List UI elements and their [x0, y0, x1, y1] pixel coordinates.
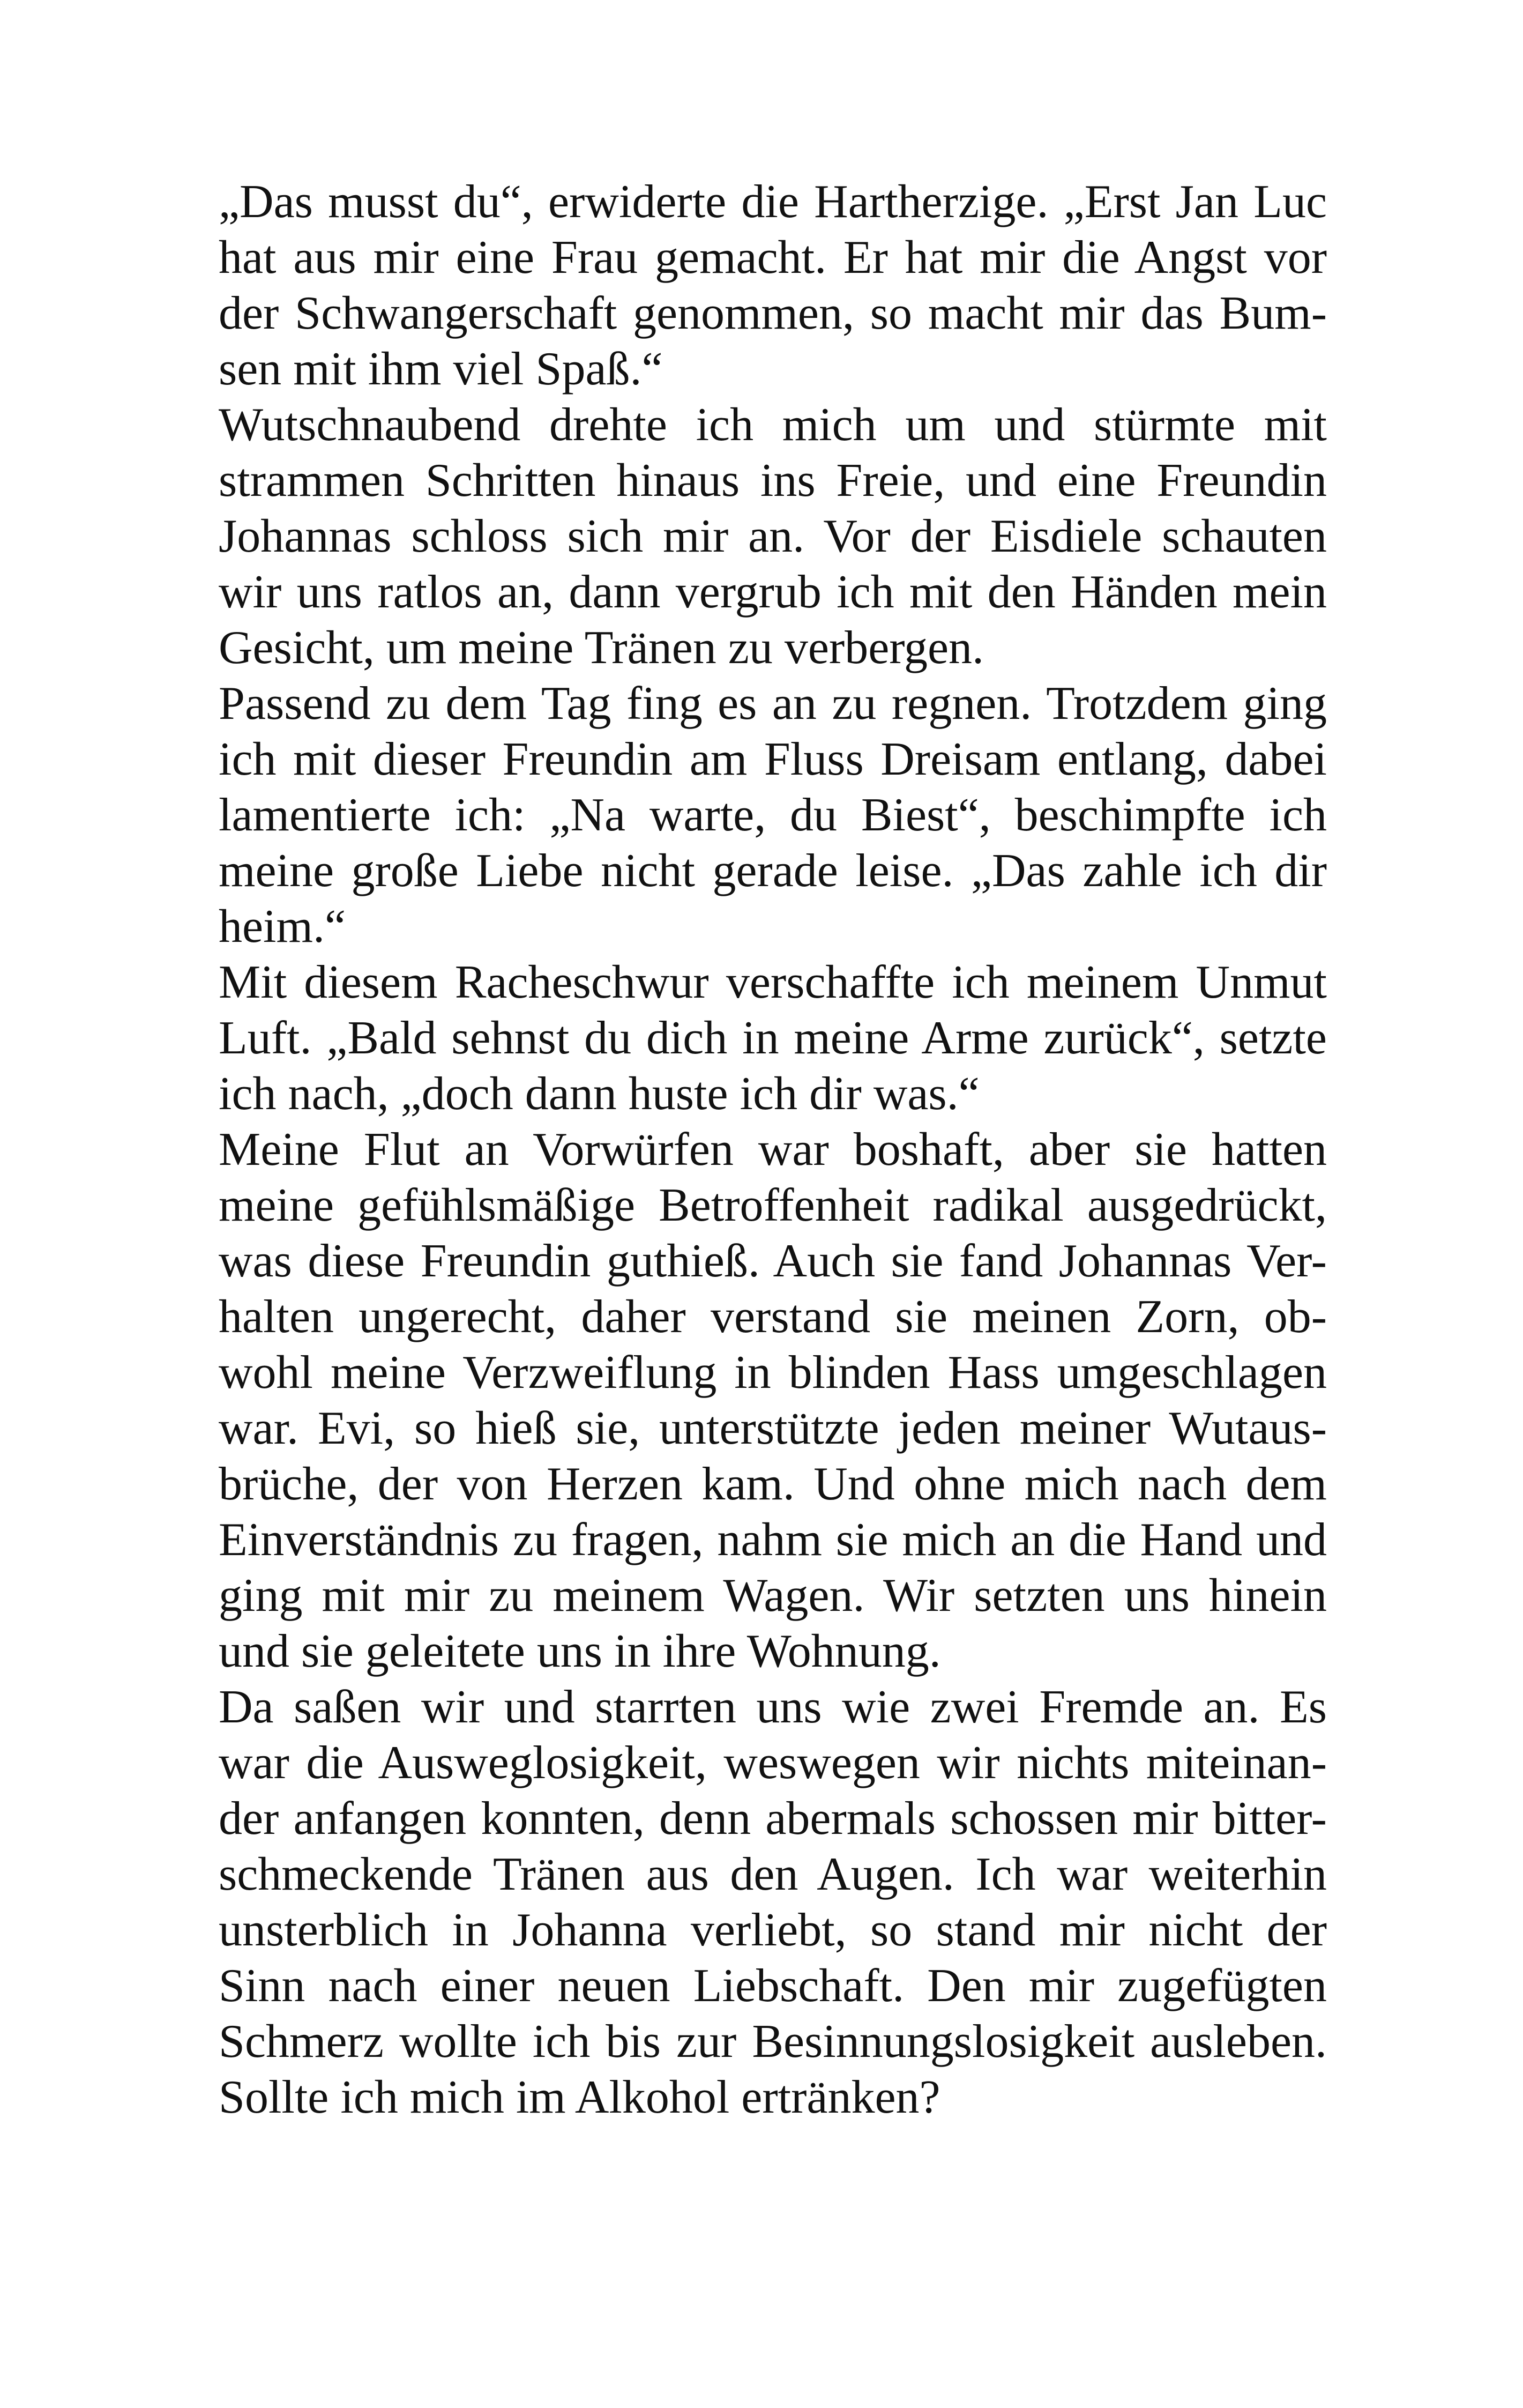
- text-line: „Das musst du“, erwiderte die Hartherzige. „Erst Jan Luc: [219, 176, 1327, 228]
- text-line: und sie geleitete uns in ihre Wohnung.: [219, 1625, 941, 1677]
- text-line: schmeckende Tränen aus den Augen. Ich war weiterhin: [219, 1848, 1327, 1900]
- text-line: was diese Freundin guthieß. Auch sie fand Johannas Ver-: [219, 1235, 1327, 1287]
- text-line: wohl meine Verzweiflung in blinden Hass umgeschlagen: [219, 1347, 1327, 1399]
- text-line: hat aus mir eine Frau gemacht. Er hat mir die Angst vor: [219, 232, 1327, 284]
- text-line: der Schwangerschaft genommen, so macht mir das Bum-: [219, 287, 1327, 339]
- text-line: Schmerz wollte ich bis zur Besinnungslosigkeit ausleben.: [219, 2016, 1327, 2068]
- text-line: ich nach, „doch dann huste ich dir was.“: [219, 1068, 980, 1120]
- text-line: Johannas schloss sich mir an. Vor der Eisdiele schauten: [219, 510, 1327, 562]
- text-line: Wutschnaubend drehte ich mich um und stürmte mit: [219, 399, 1327, 451]
- text-line: strammen Schritten hinaus ins Freie, und eine Freundin: [219, 455, 1327, 507]
- text-line: sen mit ihm viel Spaß.“: [219, 343, 663, 395]
- text-line: war die Ausweglosigkeit, weswegen wir nichts miteinan-: [219, 1737, 1327, 1789]
- text-line: war. Evi, so hieß sie, unterstützte jeden meiner Wutaus-: [219, 1402, 1327, 1454]
- text-line: unsterblich in Johanna verliebt, so stand mir nicht der: [219, 1904, 1327, 1956]
- text-line: Mit diesem Racheschwur verschaffte ich meinem Unmut: [219, 956, 1327, 1008]
- text-line: brüche, der von Herzen kam. Und ohne mich nach dem: [219, 1458, 1327, 1510]
- text-line: der anfangen konnten, denn abermals schossen mir bitter-: [219, 1793, 1327, 1845]
- text-line: meine gefühlsmäßige Betroffenheit radikal ausgedrückt,: [219, 1179, 1327, 1231]
- text-line: ging mit mir zu meinem Wagen. Wir setzten uns hinein: [219, 1570, 1327, 1622]
- text-line: Luft. „Bald sehnst du dich in meine Arme zurück“, setzte: [219, 1012, 1327, 1064]
- text-line: Meine Flut an Vorwürfen war boshaft, aber sie hatten: [219, 1124, 1327, 1176]
- text-line: wir uns ratlos an, dann vergrub ich mit den Händen mein: [219, 566, 1327, 618]
- text-line: meine große Liebe nicht gerade leise. „Das zahle ich dir: [219, 845, 1327, 897]
- text-line: heim.“: [219, 901, 346, 953]
- text-line: Sinn nach einer neuen Liebschaft. Den mir zugefügten: [219, 1960, 1327, 2012]
- text-line: ich mit dieser Freundin am Fluss Dreisam entlang, dabei: [219, 733, 1327, 785]
- text-line: Passend zu dem Tag fing es an zu regnen. Trotzdem ging: [219, 678, 1327, 730]
- body-text: [219, 174, 1327, 2125]
- text-line: Gesicht, um meine Tränen zu verbergen.: [219, 622, 984, 674]
- text-line: Einverständnis zu fragen, nahm sie mich an die Hand und: [219, 1514, 1327, 1566]
- text-line: halten ungerecht, daher verstand sie meinen Zorn, ob-: [219, 1291, 1327, 1343]
- text-line: lamentierte ich: „Na warte, du Biest“, beschimpfte ich: [219, 789, 1327, 841]
- text-line: Sollte ich mich im Alkohol ertränken?: [219, 2071, 940, 2123]
- text-line: Da saßen wir und starrten uns wie zwei Fremde an. Es: [219, 1681, 1327, 1733]
